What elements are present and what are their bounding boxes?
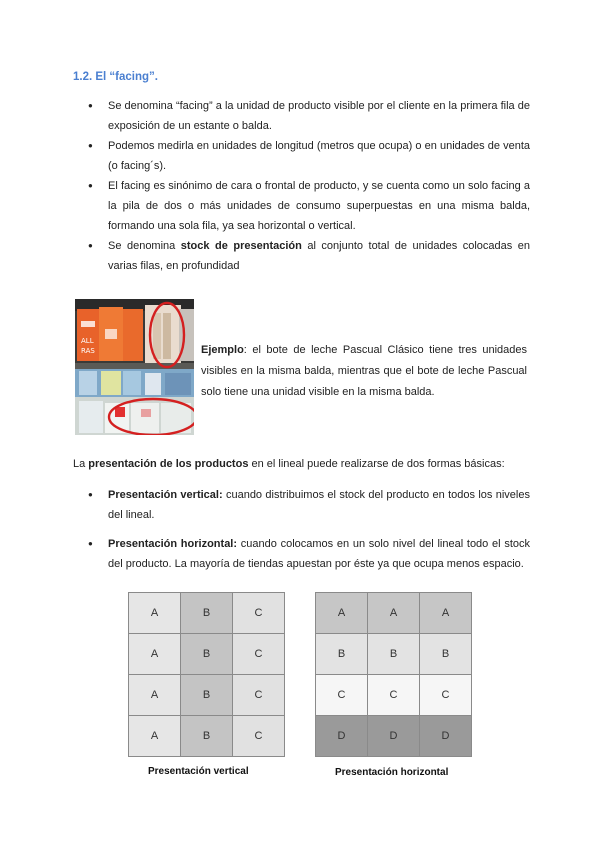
grid-cell: A <box>316 593 368 634</box>
grid-cell: C <box>233 634 285 675</box>
form-text: cuando colocamos en un solo nivel del lineal todo el stock del producto. La mayoría de tiendas apuestan por éste ya que ocupa menos espacio. <box>108 538 530 570</box>
list-item: ● El facing es sinónimo de cara o frontal de producto, y se cuenta como un solo facing a la pila de dos o más unidades de consumo superpuestas en una misma balda, formando una sola fila, ya sea horizontal o vertical. <box>86 176 530 236</box>
list-item <box>86 485 530 525</box>
list-item <box>86 236 530 276</box>
stock-post: al conjunto total de unidades colocadas en varias filas, en profundidad <box>108 240 530 272</box>
grid-cell: C <box>233 716 285 757</box>
grid-row <box>129 634 285 675</box>
grid-cell: B <box>368 634 420 675</box>
form-term: Presentación vertical: <box>108 489 223 501</box>
stock-term: stock de presentación <box>180 240 302 252</box>
grid-row <box>316 716 472 757</box>
horizontal-presentation-grid <box>315 592 472 757</box>
grid-cell: B <box>181 716 233 757</box>
list-item <box>86 534 530 574</box>
grid-cell: B <box>316 634 368 675</box>
grid-cell: A <box>129 593 181 634</box>
grid-cell: C <box>368 675 420 716</box>
grid-cell: D <box>368 716 420 757</box>
facing-definition-list <box>86 96 530 276</box>
grid-cell: B <box>181 634 233 675</box>
form-text: cuando distribuimos el stock del producto en todos los niveles del lineal. <box>108 489 530 521</box>
grid-cell: C <box>233 675 285 716</box>
vertical-caption: Presentación vertical <box>148 766 249 777</box>
grid-cell: B <box>420 634 472 675</box>
grid-cell: A <box>129 675 181 716</box>
grid-row <box>316 634 472 675</box>
shelf-photo <box>75 299 194 435</box>
grid-cell: B <box>181 675 233 716</box>
grid-row <box>129 675 285 716</box>
intro-pre: La <box>73 458 89 470</box>
grid-row <box>129 716 285 757</box>
photo-label: ALL <box>81 337 94 345</box>
intro-post: en el lineal puede realizarse de dos formas básicas: <box>248 458 505 470</box>
form-term: Presentación horizontal: <box>108 538 238 550</box>
grid-cell: A <box>129 716 181 757</box>
grid-cell: A <box>420 593 472 634</box>
intro-paragraph <box>73 455 533 473</box>
grid-cell: C <box>316 675 368 716</box>
example-label: Ejemplo <box>201 344 244 356</box>
grid-cell: D <box>420 716 472 757</box>
list-item: ● Se denomina “facing” a la unidad de producto visible por el cliente en la primera fila de exposición de un estante o balda. <box>86 96 530 136</box>
grid-cell: A <box>368 593 420 634</box>
grid-cell: A <box>129 634 181 675</box>
list-item: ● Podemos medirla en unidades de longitud (metros que ocupa) o en unidades de venta (o facing´s). <box>86 136 530 176</box>
grid-cell: C <box>420 675 472 716</box>
grid-row <box>129 593 285 634</box>
grid-cell: D <box>316 716 368 757</box>
stock-pre: Se denomina <box>108 240 181 252</box>
section-heading: 1.2. El “facing”. <box>73 71 158 83</box>
example-text: : el bote de leche Pascual Clásico tiene tres unidades visibles en la misma balda, mientras que el bote de leche Pascual solo tiene una unidad visible en la misma balda. <box>201 344 527 398</box>
vertical-presentation-grid <box>128 592 285 757</box>
photo-label: RAS <box>81 347 95 355</box>
grid-cell: B <box>181 593 233 634</box>
intro-term: presentación de los productos <box>88 458 249 470</box>
grid-row <box>316 593 472 634</box>
presentation-forms-list <box>86 485 530 583</box>
example-paragraph <box>201 340 527 403</box>
grid-cell: C <box>233 593 285 634</box>
horizontal-caption: Presentación horizontal <box>335 767 449 778</box>
grid-row <box>316 675 472 716</box>
